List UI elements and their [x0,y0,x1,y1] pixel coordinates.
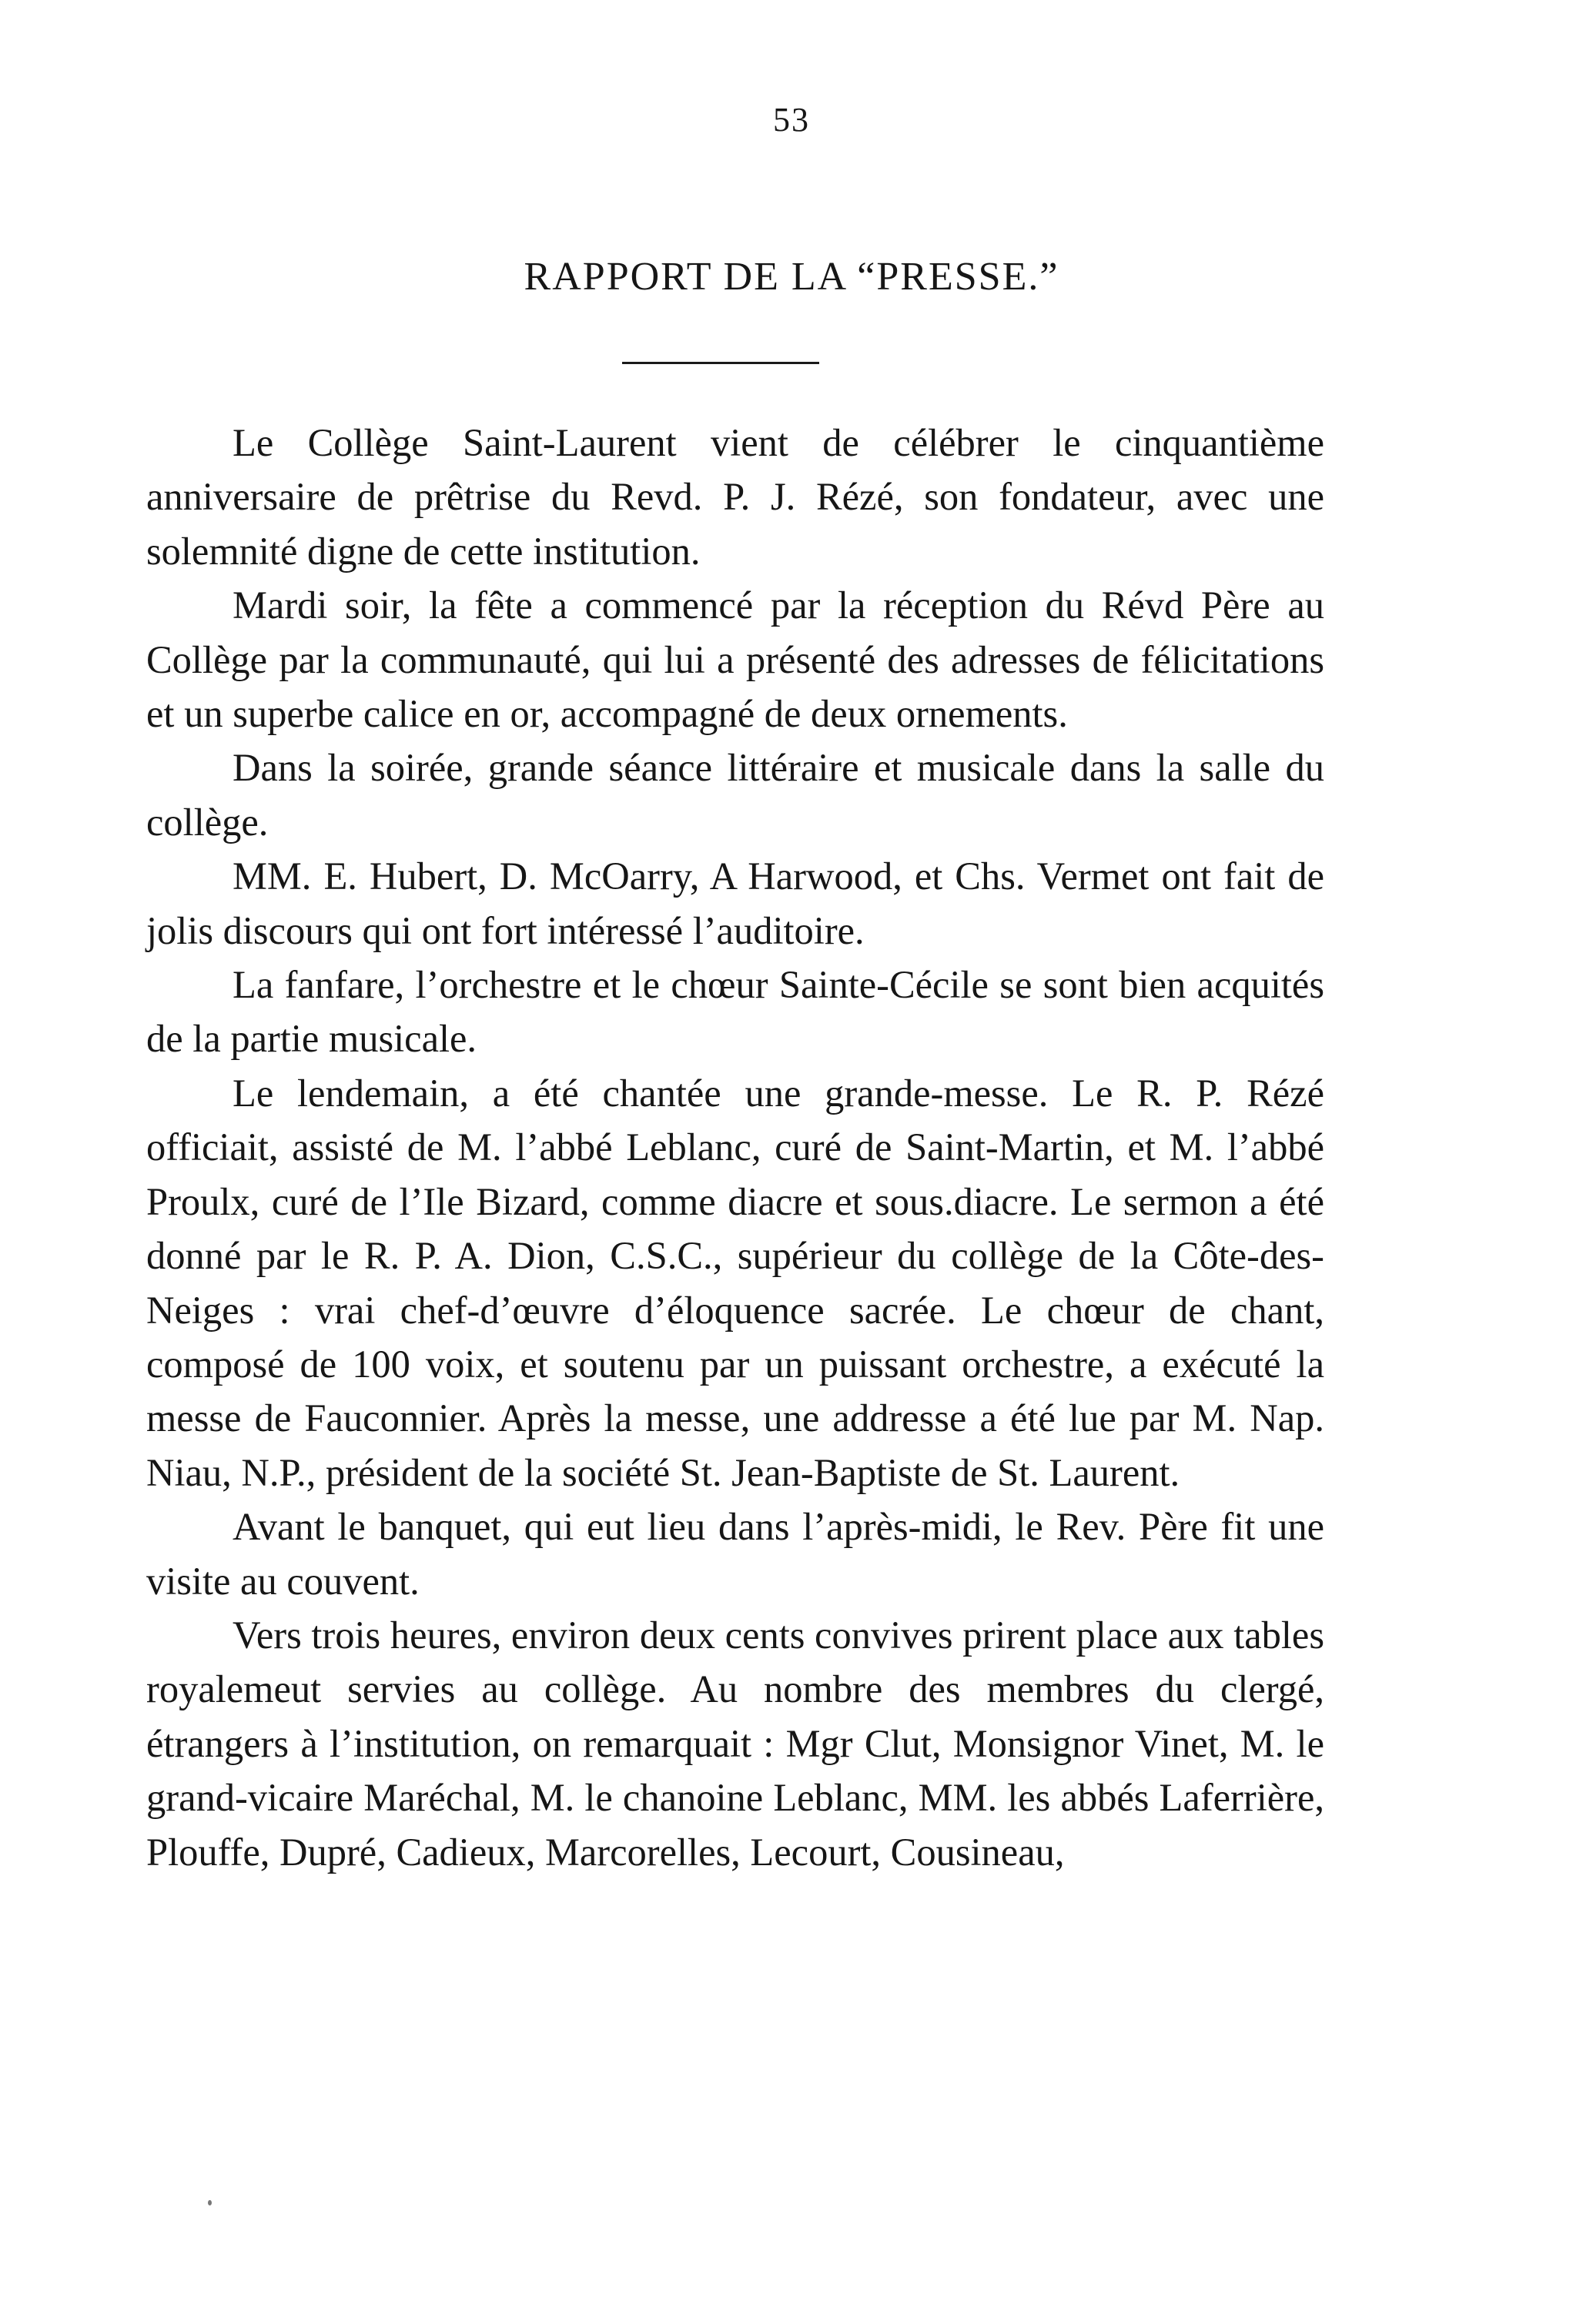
ink-speck [208,2200,212,2205]
paragraph-4: MM. E. Hubert, D. McOarry, A Harwood, et Chs. Vermet ont fait de jolis discours qui ont fort intéressé l’auditoire. [146,854,1324,952]
page-number: 53 [773,101,810,139]
title-rule [622,362,819,364]
paragraph-3: Dans la soirée, grande séance littéraire et musicale dans la salle du collège. [146,746,1324,844]
paragraph-8: Vers trois heures, environ deux cents convives prirent place aux tables royalemeut servies au collège. Au nombre des membres du clergé, étrangers à l’institution, on remarquait : Mgr Clut, Monsignor Vinet, M. le grand-vicaire Maréchal, M. le chanoine Leblanc, MM. les abbés Laferrière, Plouffe, Dupré, Cadieux, Marcorelles, Lecourt, Cousineau, [146,1613,1324,1874]
paragraph-6: Le lendemain, a été chantée une grande-messe. Le R. P. Rézé officiait, assisté de M. l’abbé Leblanc, curé de Saint-Martin, et M. l’abbé Proulx, curé de l’Ile Bizard, comme diacre et sous.diacre. Le sermon a été donné par le R. P. A. Dion, C.S.C., supérieur du collège de la Côte-des-Neiges : vrai chef-d’œuvre d’éloquence sacrée. Le chœur de chant, composé de 100 voix, et soutenu par un puissant orchestre, a exécuté la messe de Fauconnier. Après la messe, une addresse a été lue par M. Nap. Niau, N.P., président de la société St. Jean-Baptiste de St. Laurent. [146,1071,1324,1494]
paragraph-5: La fanfare, l’orchestre et le chœur Sainte-Cécile se sont bien acquités de la partie musicale. [146,963,1324,1061]
paragraph-1: Le Collège Saint-Laurent vient de célébrer le cinquantième anniversaire de prêtrise du Revd. P. J. Rézé, son fondateur, avec une solemnité digne de cette institution. [146,421,1324,573]
paragraph-7: Avant le banquet, qui eut lieu dans l’après-midi, le Rev. Père fit une visite au couvent. [146,1505,1324,1603]
article-body [146,416,1324,1879]
page-title: RAPPORT DE LA “PRESSE.” [524,255,1059,299]
paragraph-2: Mardi soir, la fête a commencé par la réception du Révd Père au Collège par la communauté, qui lui a présenté des adresses de félicitations et un superbe calice en or, accompagné de deux ornements. [146,584,1324,736]
